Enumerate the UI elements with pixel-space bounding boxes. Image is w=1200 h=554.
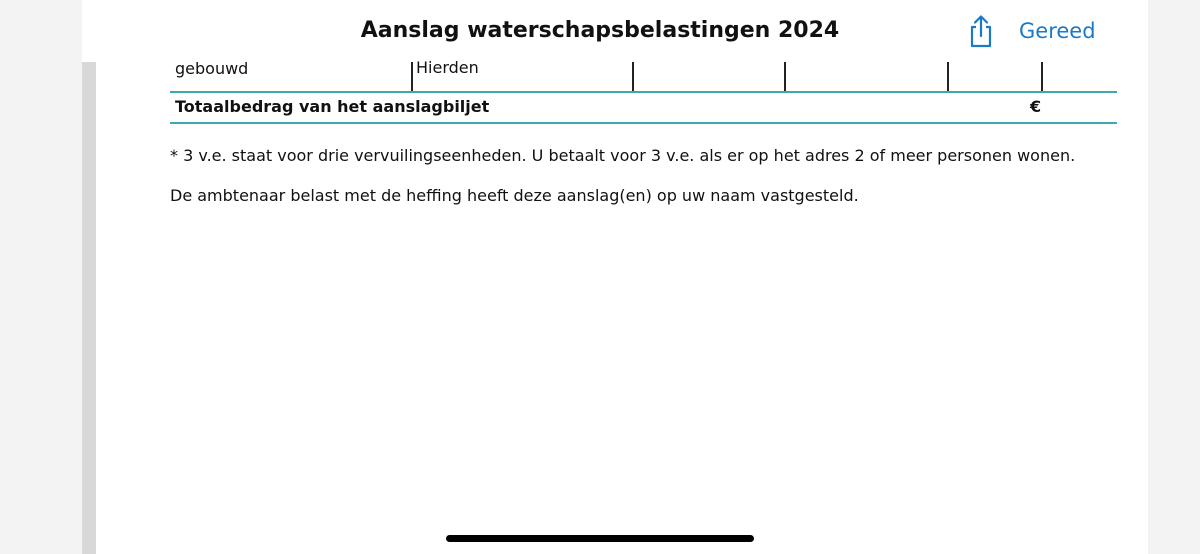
share-button[interactable] [966,14,996,48]
footnote: * 3 v.e. staat voor drie vervuilingseenheden. U betaalt voor 3 v.e. als er op het adres 2 of meer personen wonen. [170,146,1076,165]
total-currency: € [1030,97,1042,116]
column-divider [411,62,413,92]
column-divider [632,62,634,92]
share-icon [966,14,996,48]
done-button[interactable]: Gereed [1019,19,1096,43]
column-divider [784,62,786,92]
column-divider [1041,62,1043,92]
column-divider [947,62,949,92]
document-page [96,58,1148,554]
row-label-gebouwd: gebouwd [175,59,249,78]
page-title: Aanslag waterschapsbelastingen 2024 [360,18,840,43]
table-rule [170,91,1117,93]
statement-text: De ambtenaar belast met de heffing heeft deze aanslag(en) op uw naam vastgesteld. [170,186,859,205]
table-rule [170,122,1117,124]
home-indicator[interactable] [446,535,754,542]
document-page-edge [82,62,96,554]
row-place: Hierden [416,58,479,77]
total-label: Totaalbedrag van het aanslagbiljet [175,97,490,116]
